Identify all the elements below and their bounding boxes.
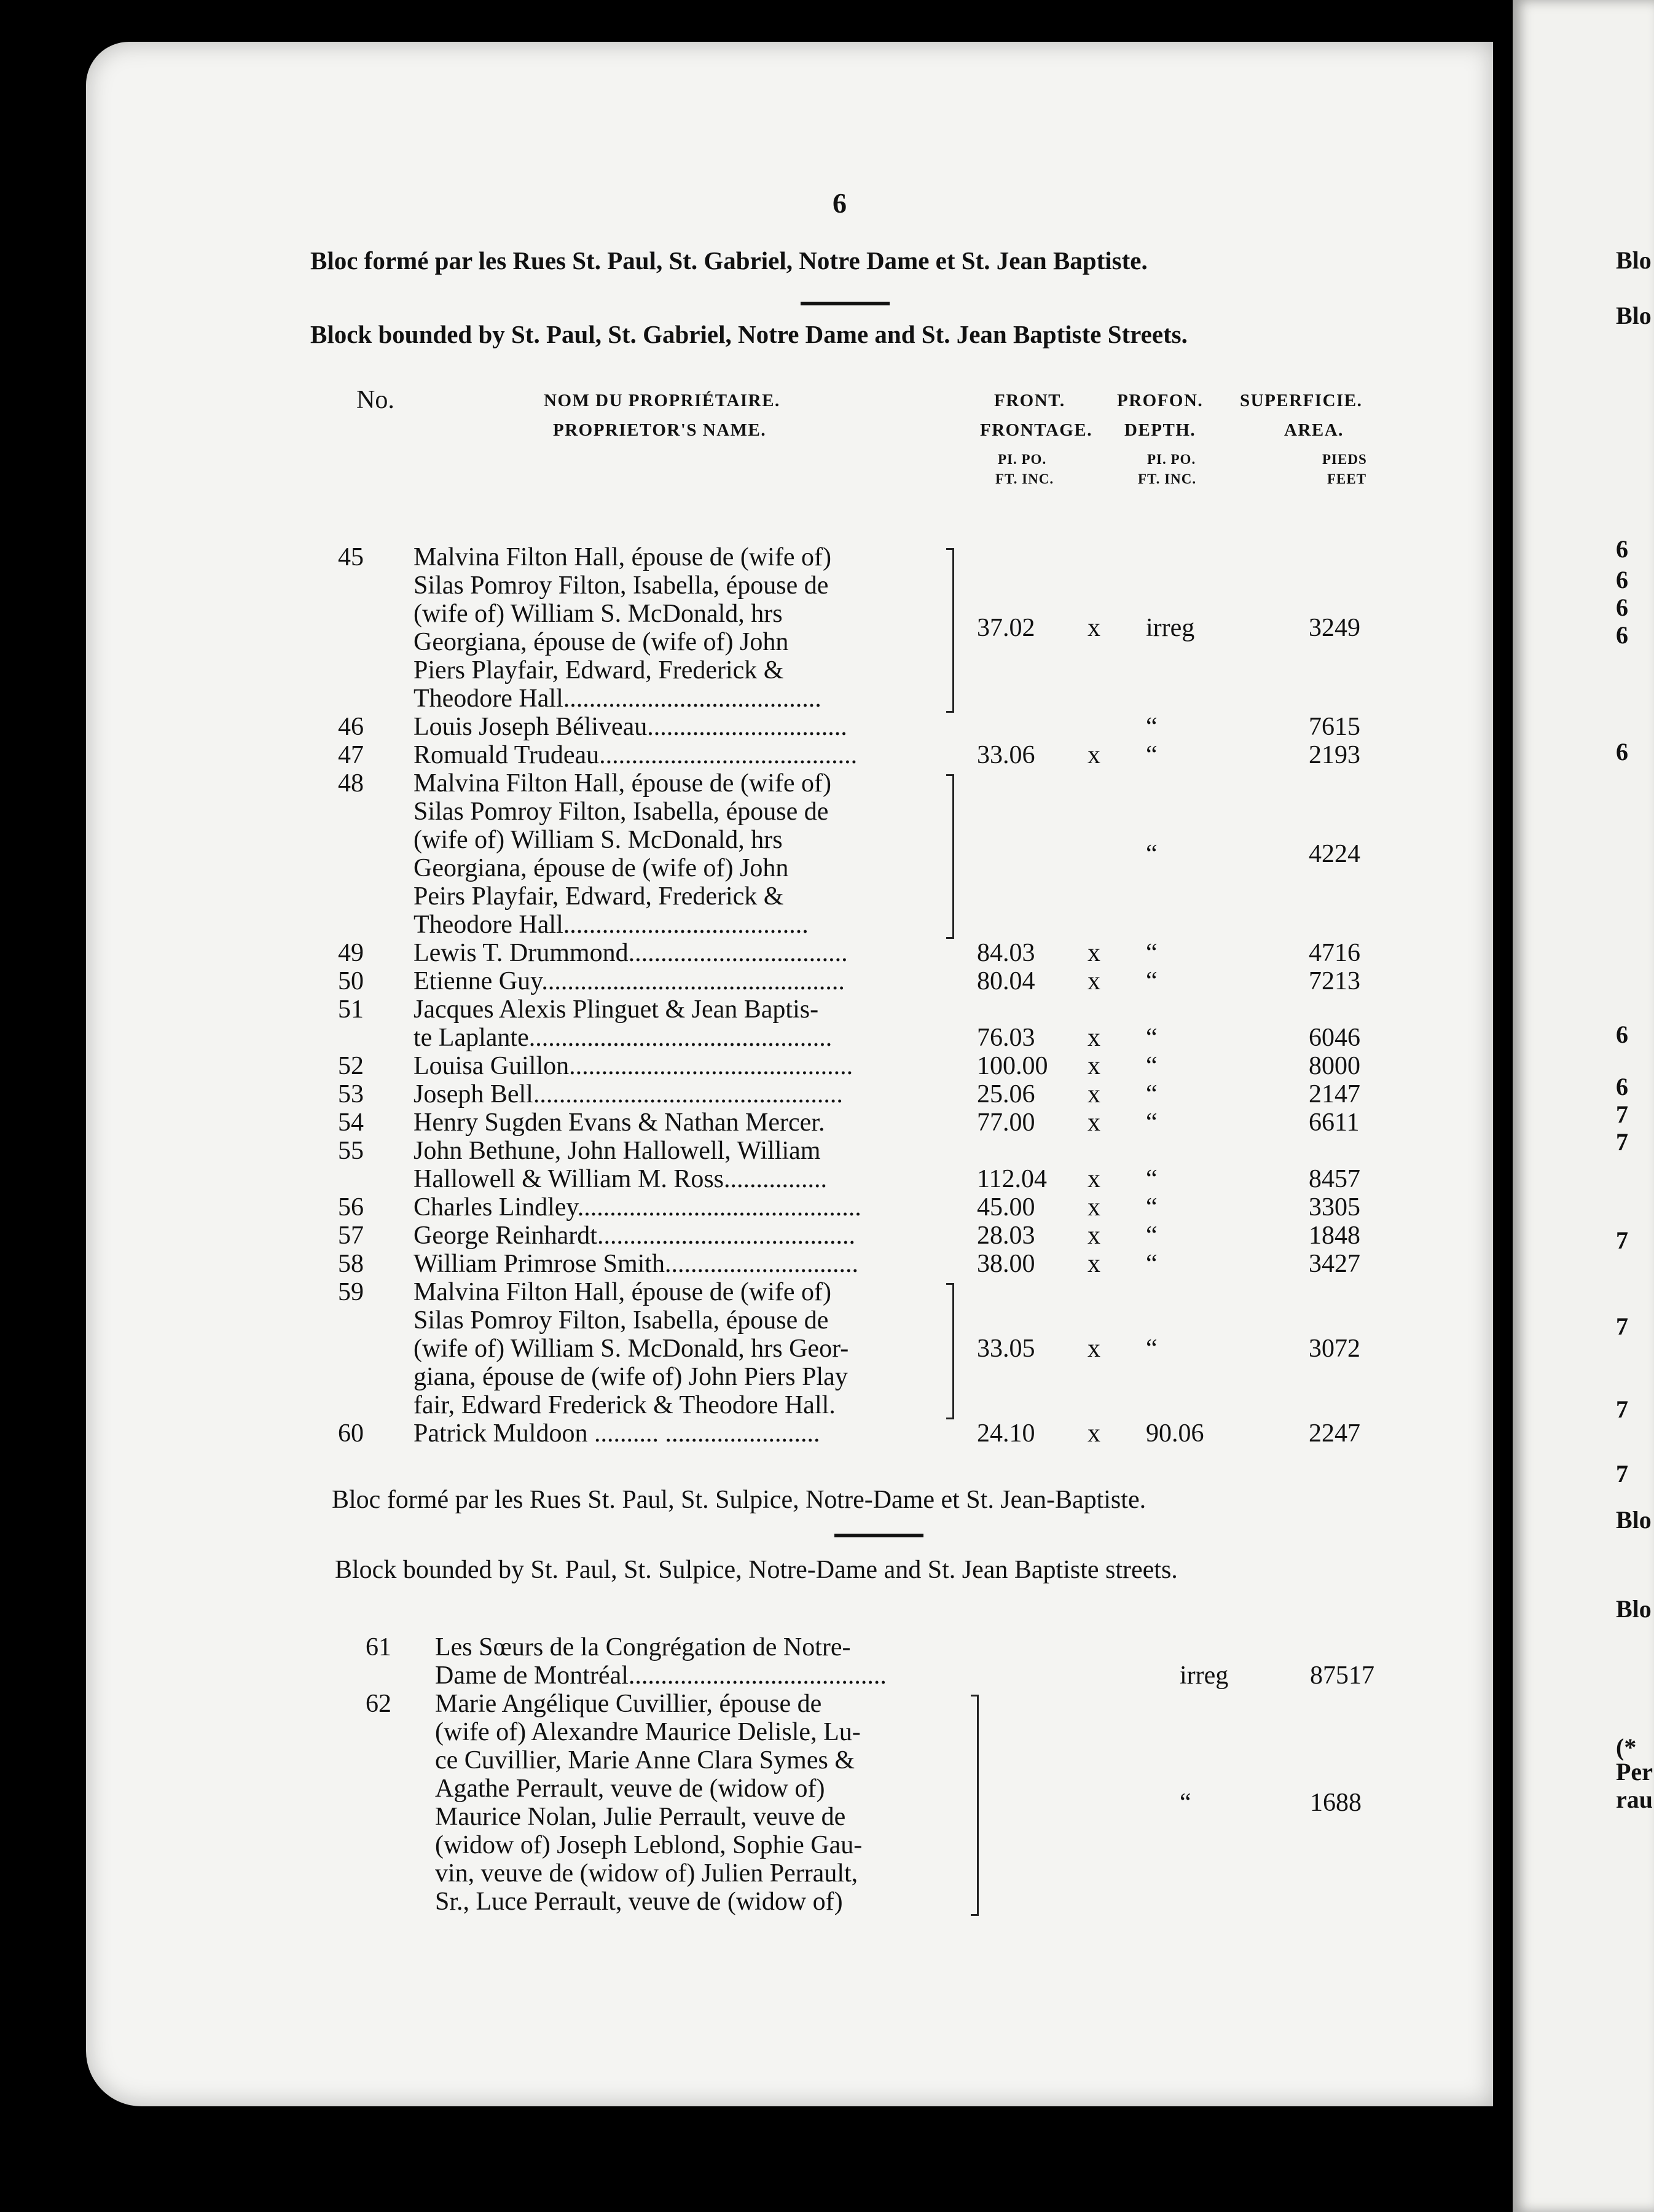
proprietor-name-line: (wife of) Alexandre Maurice Delisle, Lu- [435,1718,861,1746]
depth-value: “ [1146,1193,1158,1222]
entry-number: 60 [338,1419,364,1448]
entry-number: 46 [338,713,364,741]
depth-value: “ [1146,1052,1158,1080]
column-header-area-fr: SUPERFICIE. [1240,391,1363,410]
area-value: 3305 [1309,1193,1360,1222]
entry-number: 47 [338,741,364,769]
grouping-brace [946,548,954,713]
adjacent-page-fragment: 6 [1616,738,1628,766]
proprietor-name-line: (wife of) William S. McDonald, hrs [414,826,783,854]
depth-value: “ [1146,1080,1158,1108]
area-value: 3072 [1309,1335,1360,1363]
proprietor-name-line: (widow of) Joseph Leblond, Sophie Gau- [435,1831,863,1859]
entry-number: 48 [338,769,364,798]
proprietor-name-line: George Reinhardt........................................ [414,1222,855,1250]
proprietor-name-line: Maurice Nolan, Julie Perrault, veuve de [435,1803,846,1831]
proprietor-name-line: Louis Joseph Béliveau............................... [414,713,847,741]
column-units-front-en: FT. INC. [995,471,1054,487]
proprietor-name-line: Charles Lindley............................................ [414,1193,861,1222]
area-value: 3427 [1309,1250,1360,1278]
frontage-value: 77.00 [977,1108,1035,1137]
column-header-name-fr: NOM DU PROPRIÉTAIRE. [544,391,780,410]
entry-number: 61 [366,1633,391,1661]
frontage-value: 84.03 [977,939,1035,967]
frontage-value: 100.00 [977,1052,1048,1080]
column-units-depth-fr: PI. PO. [1147,452,1196,467]
column-units-area-en: FEET [1327,471,1367,487]
area-value: 6046 [1309,1024,1360,1052]
proprietor-name-line: Silas Pomroy Filton, Isabella, épouse de [414,571,829,600]
proprietor-name-line: Georgiana, épouse de (wife of) John [414,628,789,656]
by-mark: x [1088,1222,1100,1250]
adjacent-page-fragment: 6 [1616,1021,1628,1048]
frontage-value: 33.05 [977,1335,1035,1363]
frontage-value: 24.10 [977,1419,1035,1448]
adjacent-page-fragment: 6 [1616,566,1628,594]
frontage-value: 37.02 [977,614,1035,642]
document-page [86,42,1493,2106]
proprietor-name-line: Silas Pomroy Filton, Isabella, épouse de [414,1306,829,1335]
entry-number: 50 [338,967,364,995]
adjacent-page-fragment: 6 [1616,621,1628,649]
column-units-depth-en: FT. INC. [1138,471,1197,487]
depth-value: “ [1146,840,1158,868]
adjacent-page-fragment: 7 [1616,1128,1628,1156]
by-mark: x [1088,1250,1100,1278]
proprietor-name-line: Romuald Trudeau........................................ [414,741,858,769]
adjacent-page-fragment: 6 [1616,535,1628,563]
frontage-value: 25.06 [977,1080,1035,1108]
by-mark: x [1088,1024,1100,1052]
frontage-value: 76.03 [977,1024,1035,1052]
proprietor-name-line: Theodore Hall........................................ [414,684,821,713]
proprietor-name-line: Marie Angélique Cuvillier, épouse de [435,1690,822,1718]
by-mark: x [1088,1165,1100,1193]
block-title-fr: Bloc formé par les Rues St. Paul, St. Gabriel, Notre Dame et St. Jean Baptiste. [310,246,1148,275]
by-mark: x [1088,967,1100,995]
column-header-front-en: FRONTAGE. [980,420,1092,440]
depth-value: “ [1146,1108,1158,1137]
by-mark: x [1088,741,1100,769]
proprietor-name-line: Louisa Guillon............................................ [414,1052,853,1080]
entry-number: 58 [338,1250,364,1278]
proprietor-name-line: Jacques Alexis Plinguet & Jean Baptis- [414,995,819,1024]
adjacent-page-fragment: 7 [1616,1312,1628,1340]
column-header-area-en: AREA. [1284,420,1344,440]
proprietor-name-line: fair, Edward Frederick & Theodore Hall. [414,1391,836,1419]
depth-value: irreg [1146,614,1195,642]
proprietor-name-line: (wife of) William S. McDonald, hrs [414,600,783,628]
proprietor-name-line: Silas Pomroy Filton, Isabella, épouse de [414,798,829,826]
proprietor-name-line: giana, épouse de (wife of) John Piers Play [414,1363,848,1391]
proprietor-name-line: Malvina Filton Hall, épouse de (wife of) [414,543,831,571]
entry-number: 56 [338,1193,364,1222]
area-value: 7213 [1309,967,1360,995]
adjacent-page-fragment: 6 [1616,594,1628,621]
area-value: 87517 [1310,1661,1374,1690]
depth-value: “ [1146,1335,1158,1363]
proprietor-name-line: William Primrose Smith.............................. [414,1250,858,1278]
proprietor-name-line: Patrick Muldoon .......... ........................ [414,1419,820,1448]
block2-title-en: Block bounded by St. Paul, St. Sulpice, Notre-Dame and St. Jean Baptiste streets. [335,1556,1178,1584]
entry-number: 57 [338,1222,364,1250]
depth-value: “ [1146,713,1158,741]
entry-number: 49 [338,939,364,967]
adjacent-page-fragment: 7 [1616,1100,1628,1128]
column-units-front-fr: PI. PO. [998,452,1047,467]
entry-number: 54 [338,1108,364,1137]
by-mark: x [1088,1108,1100,1137]
proprietor-name-line: te Laplante............................................... [414,1024,833,1052]
frontage-value: 45.00 [977,1193,1035,1222]
by-mark: x [1088,614,1100,642]
adjacent-page-fragment: 7 [1616,1226,1628,1254]
proprietor-name-line: Henry Sugden Evans & Nathan Mercer. [414,1108,825,1137]
adjacent-page-fragment: Blo [1616,246,1652,274]
entry-number: 45 [338,543,364,571]
proprietor-name-line: Piers Playfair, Edward, Frederick & [414,656,784,684]
area-value: 3249 [1309,614,1360,642]
area-value: 2247 [1309,1419,1360,1448]
depth-value: irreg [1180,1661,1229,1690]
proprietor-name-line: vin, veuve de (widow of) Julien Perrault, [435,1859,858,1888]
by-mark: x [1088,939,1100,967]
entry-number: 53 [338,1080,364,1108]
depth-value: “ [1146,1165,1158,1193]
depth-value: “ [1146,1222,1158,1250]
frontage-value: 28.03 [977,1222,1035,1250]
proprietor-name-line: Lewis T. Drummond.................................. [414,939,848,967]
depth-value: 90.06 [1146,1419,1204,1448]
proprietor-name-line: Peirs Playfair, Edward, Frederick & [414,882,784,911]
frontage-value: 38.00 [977,1250,1035,1278]
adjacent-page-fragment: Blo [1616,1595,1652,1623]
entry-number: 52 [338,1052,364,1080]
frontage-value: 80.04 [977,967,1035,995]
adjacent-page-fragment: (* [1616,1733,1637,1761]
adjacent-page-fragment: 6 [1616,1073,1628,1100]
proprietor-name-line: Theodore Hall...................................... [414,911,809,939]
proprietor-name-line: Les Sœurs de la Congrégation de Notre- [435,1633,851,1661]
entry-number: 55 [338,1137,364,1165]
proprietor-name-line: Hallowell & William M. Ross................ [414,1165,828,1193]
depth-value: “ [1180,1789,1191,1817]
depth-value: “ [1146,741,1158,769]
block-title-en: Block bounded by St. Paul, St. Gabriel, Notre Dame and St. Jean Baptiste Streets. [310,320,1188,348]
proprietor-name-line: John Bethune, John Hallowell, William [414,1137,821,1165]
area-value: 4224 [1309,840,1360,868]
column-header-front-fr: FRONT. [994,391,1065,410]
adjacent-page-fragment: Per [1616,1758,1653,1786]
grouping-brace [946,774,954,939]
frontage-value: 112.04 [977,1165,1047,1193]
column-header-depth-fr: PROFON. [1117,391,1204,410]
entry-number: 51 [338,995,364,1024]
depth-value: “ [1146,1250,1158,1278]
proprietor-name-line: Malvina Filton Hall, épouse de (wife of) [414,1278,831,1306]
area-value: 7615 [1309,713,1360,741]
proprietor-name-line: Joseph Bell................................................ [414,1080,843,1108]
block2-title-fr: Bloc formé par les Rues St. Paul, St. Sulpice, Notre-Dame et St. Jean-Baptiste. [332,1486,1146,1514]
adjacent-page-fragment: Blo [1616,302,1652,329]
by-mark: x [1088,1335,1100,1363]
proprietor-name-line: Georgiana, épouse de (wife of) John [414,854,789,882]
depth-value: “ [1146,939,1158,967]
area-value: 6611 [1309,1108,1360,1137]
frontage-value: 33.06 [977,741,1035,769]
depth-value: “ [1146,967,1158,995]
title-divider [801,302,890,305]
area-value: 8000 [1309,1052,1360,1080]
entry-number: 59 [338,1278,364,1306]
area-value: 1688 [1310,1789,1362,1817]
title-divider-2 [834,1534,923,1537]
proprietor-name-line: Agathe Perrault, veuve de (widow of) [435,1775,825,1803]
depth-value: “ [1146,1024,1158,1052]
proprietor-name-line: ce Cuvillier, Marie Anne Clara Symes & [435,1746,855,1775]
grouping-brace [946,1283,954,1419]
adjacent-page-edge [1513,0,1654,2212]
area-value: 2147 [1309,1080,1360,1108]
area-value: 2193 [1309,741,1360,769]
page-number: 6 [833,187,847,219]
area-value: 1848 [1309,1222,1360,1250]
adjacent-page-fragment: 7 [1616,1460,1628,1488]
entry-number: 62 [366,1690,391,1718]
adjacent-page-fragment: Blo [1616,1506,1652,1534]
by-mark: x [1088,1052,1100,1080]
column-header-no: No. [356,386,394,414]
by-mark: x [1088,1193,1100,1222]
adjacent-page-fragment: rau [1616,1786,1653,1813]
proprietor-name-line: Etienne Guy............................................... [414,967,845,995]
by-mark: x [1088,1080,1100,1108]
by-mark: x [1088,1419,1100,1448]
proprietor-name-line: Sr., Luce Perrault, veuve de (widow of) [435,1888,843,1916]
proprietor-name-line: (wife of) William S. McDonald, hrs Geor- [414,1335,849,1363]
proprietor-name-line: Malvina Filton Hall, épouse de (wife of) [414,769,831,798]
column-header-name-en: PROPRIETOR'S NAME. [553,420,767,440]
proprietor-name-line: Dame de Montréal........................................ [435,1661,887,1690]
area-value: 4716 [1309,939,1360,967]
column-units-area-fr: PIEDS [1322,452,1367,467]
area-value: 8457 [1309,1165,1360,1193]
adjacent-page-fragment: 7 [1616,1395,1628,1423]
column-header-depth-en: DEPTH. [1124,420,1196,440]
grouping-brace [971,1695,979,1916]
